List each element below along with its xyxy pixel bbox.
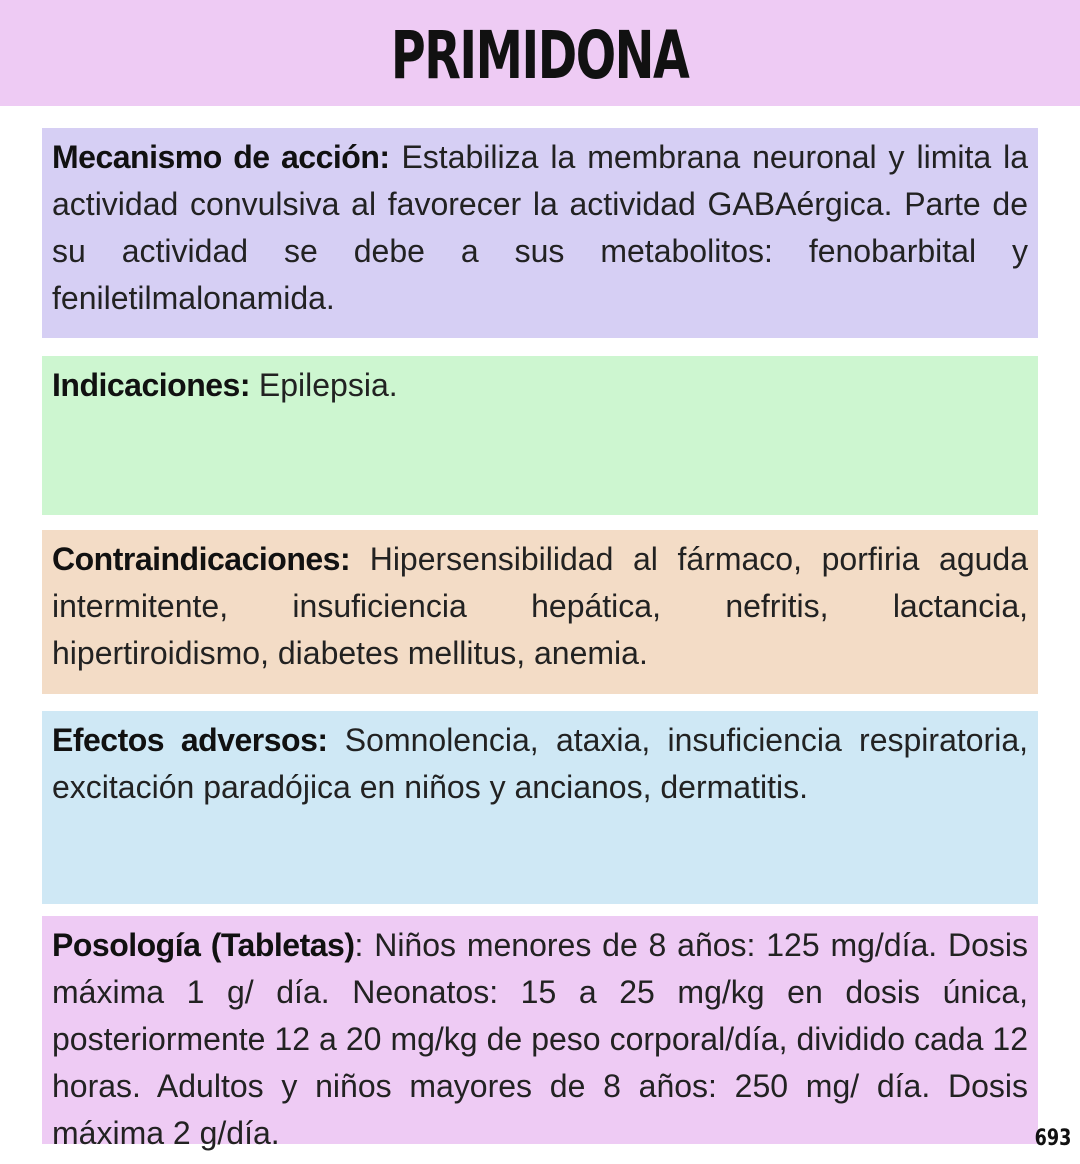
- title-banner: [0, 0, 1080, 106]
- section-contraindicaciones: [42, 530, 1038, 694]
- section-text: Estabiliza la membrana neuronal y limita la actividad convulsiva al favorecer la actividad GABAérgica. Parte de su actividad se debe a sus metabolitos: fenobarbital y feniletilmalonamida.: [52, 139, 1029, 316]
- page-title: PRIMIDONA: [391, 16, 689, 94]
- section-label: Mecanismo de acción:: [52, 139, 390, 175]
- section-text: Epilepsia.: [250, 367, 398, 403]
- section-label: Efectos adversos:: [52, 722, 328, 758]
- section-label: Posología (Tabletas): [52, 927, 355, 963]
- section-text: : Niños menores de 8 años: 125 mg/día. Dosis máxima 1 g/ día. Neonatos: 15 a 25 mg/kg en dosis única, posteriormente 12 a 20 mg/kg de peso corporal/día, dividido cada 12 horas. Adultos y niños mayores de 8 años: 250 mg/ día. Dosis máxima 2 g/día.: [52, 927, 1029, 1151]
- section-posologia: [42, 916, 1038, 1151]
- page-number: 693: [1034, 1126, 1072, 1151]
- section-label: Contraindicaciones:: [52, 541, 351, 577]
- section-text: Hipersensibilidad al fármaco, porfiria aguda intermitente, insuficiencia hepática, nefritis, lactancia, hipertiroidismo, diabetes mellitus, anemia.: [52, 541, 1028, 671]
- section-efectos-adversos: [42, 711, 1038, 904]
- section-indicaciones: [42, 356, 1038, 515]
- section-mecanismo-de-accion: [42, 128, 1038, 338]
- section-label: Indicaciones:: [52, 367, 250, 403]
- section-text: Somnolencia, ataxia, insuficiencia respiratoria, excitación paradójica en niños y ancianos, dermatitis.: [52, 722, 1029, 805]
